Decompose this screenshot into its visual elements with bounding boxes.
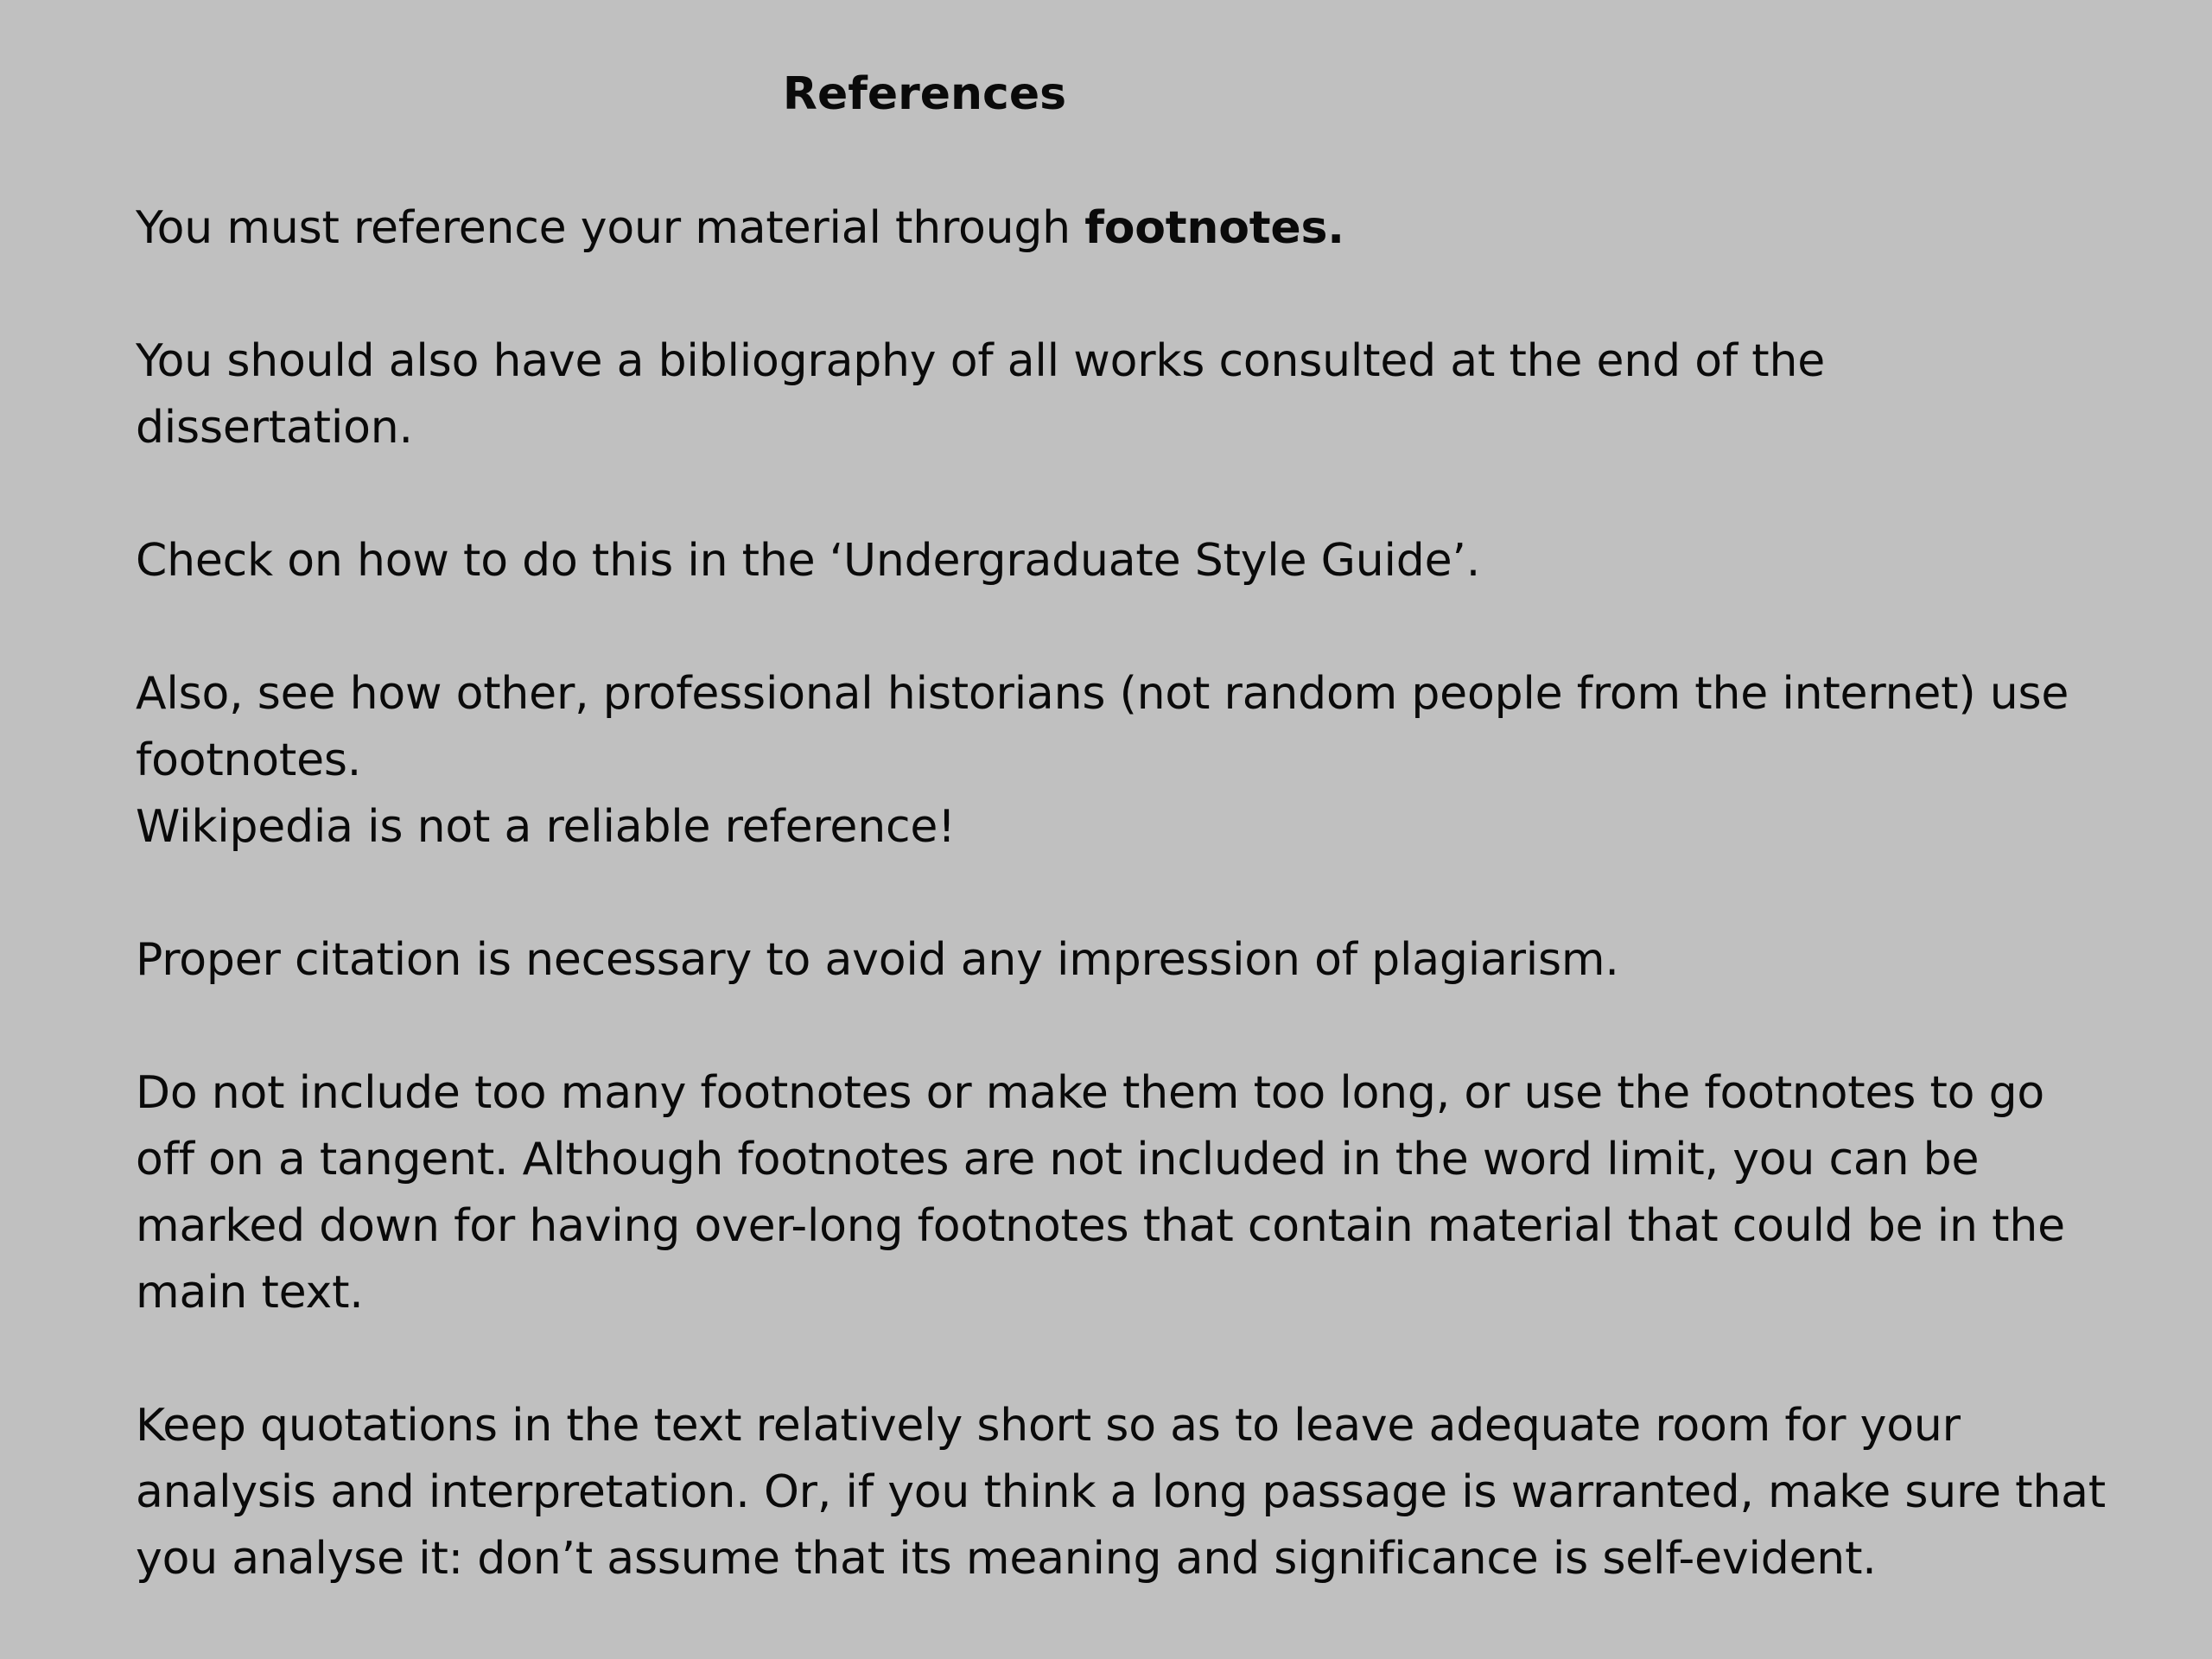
paragraph-line: you analyse it: don’t assume that its meaning and significance is self-evident. — [136, 1533, 1877, 1585]
paragraph-line: dissertation. — [136, 402, 413, 454]
paragraph-line — [136, 195, 2106, 262]
paragraph-historians — [136, 661, 2106, 861]
paragraph-style-guide — [136, 528, 2106, 594]
footnotes-bold-text: footnotes. — [1084, 202, 1344, 254]
paragraph-quotations — [136, 1393, 2106, 1592]
paragraph-line: Check on how to do this in the ‘Undergraduate Style Guide’. — [136, 535, 1481, 587]
slide-title: References — [782, 68, 1067, 120]
paragraph-line: marked down for having over-long footnotes that contain material that could be in the — [136, 1200, 2065, 1252]
paragraph-line: Wikipedia is not a reliable reference! — [136, 801, 956, 853]
paragraph-line: You should also have a bibliography of all works consulted at the end of the — [136, 335, 1826, 387]
paragraph-line: Keep quotations in the text relatively short so as to leave adequate room for your — [136, 1400, 1961, 1452]
paragraph-line: Do not include too many footnotes or make them too long, or use the footnotes to go — [136, 1067, 2045, 1119]
paragraph-line: analysis and interpretation. Or, if you think a long passage is warranted, make sure that — [136, 1466, 2106, 1518]
paragraph-bibliography — [136, 328, 2106, 461]
paragraph-line: main text. — [136, 1267, 364, 1319]
paragraph-line: footnotes. — [136, 734, 362, 786]
paragraph-line: Proper citation is necessary to avoid any impression of plagiarism. — [136, 934, 1619, 986]
slide-body — [136, 195, 2106, 1659]
paragraph-footnotes — [136, 195, 2106, 262]
paragraph-citation — [136, 927, 2106, 994]
paragraph-line: Also, see how other, professional historians (not random people from the internet) use — [136, 668, 2069, 720]
footnotes-intro-text: You must reference your material through — [136, 202, 1085, 254]
paragraph-line: off on a tangent. Although footnotes are not included in the word limit, you can be — [136, 1134, 1980, 1185]
paragraph-footnote-length — [136, 1060, 2106, 1326]
